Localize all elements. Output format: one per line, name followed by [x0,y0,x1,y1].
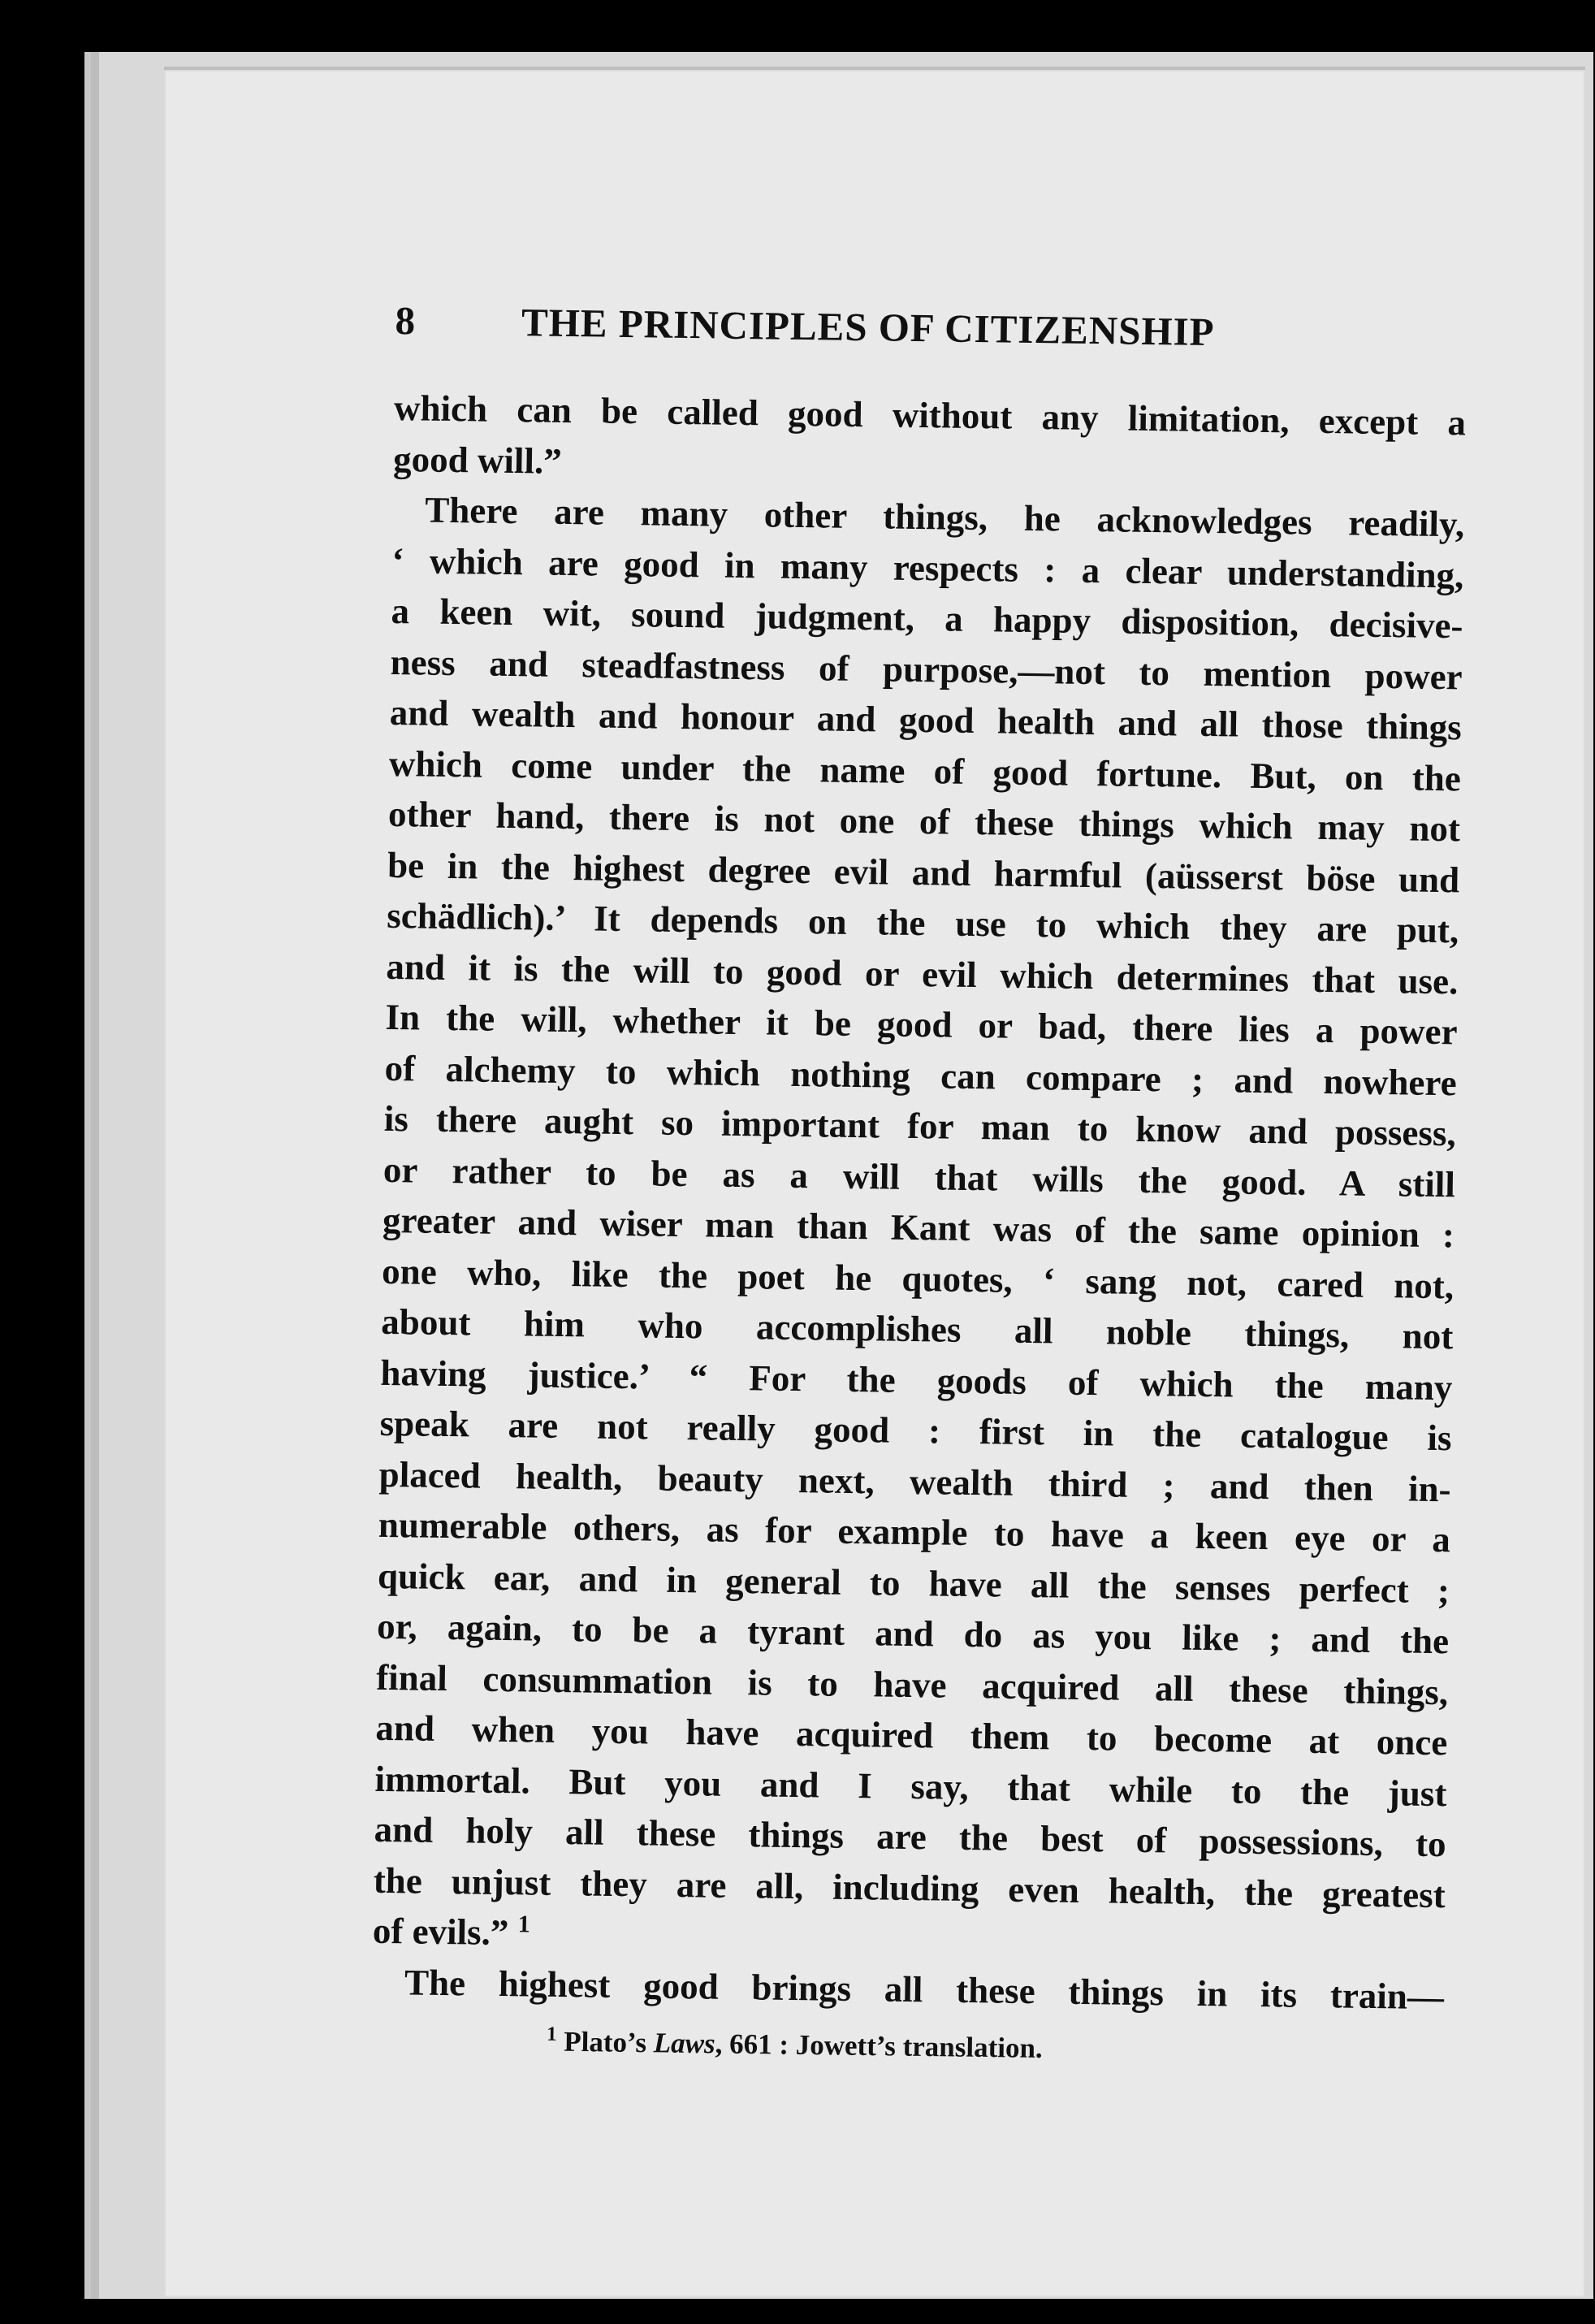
running-header [395,297,1467,387]
running-head-title: THE PRINCIPLES OF CITIZENSHIP [521,300,1215,355]
body-line: and it is the will to good or evil which determines that use. [386,946,1459,1002]
body-line: ness and steadfastness of purpose,—not to mention power [390,641,1463,697]
body-line: of alchemy to which nothing can compare ; and nowhere [384,1047,1457,1103]
body-line: or rather to be as a will that wills the good. A still [383,1149,1456,1205]
body-line: speak are not really good : first in the catalogue is [379,1402,1452,1459]
body-line: other hand, there is not one of these things which may not [387,793,1461,850]
body-line: and holy all these things are the best of possessions, to [374,1808,1446,1865]
footnote-marker: 1 [546,2023,557,2045]
body-line: good will.” [392,438,563,482]
body-line: be in the highest degree evil and harmful (aüsserst böse und [387,844,1460,900]
body-line: and when you have acquired them to become at once [375,1707,1448,1764]
body-line: a keen wit, sound judgment, a happy disposition, decisive- [391,590,1463,647]
body-line: quick ear, and in general to have all the senses perfect ; [377,1555,1450,1611]
scanned-book-page [164,67,1585,2297]
footnote-text-before: Plato’s [564,2025,647,2059]
page-number: 8 [395,297,417,344]
body-line: one who, like the poet he quotes, ‘ sang not, cared not, [381,1250,1455,1306]
body-line-text: of evils.” [372,1910,509,1954]
body-line: the unjust they are all, including even health, the greatest [373,1859,1446,1915]
body-line: numerable others, as for example to have a keen eye or a [378,1504,1451,1560]
footnote-reference: 1 [517,1911,531,1938]
footnote-text-after: , 661 : Jowett’s translation. [715,2028,1043,2064]
body-line: In the will, whether it be good or bad, there lies a power [385,996,1458,1053]
body-line: There are many other things, he acknowledges readily, [425,489,1465,545]
body-line: about him who accomplishes all noble things, not [381,1300,1454,1357]
footnote-work-title: Laws [653,2027,715,2060]
body-line: and wealth and honour and good health and all those things [389,691,1463,748]
body-line: The highest good brings all these things in its train— [404,1961,1445,2017]
body-line: immortal. But you and I say, that while to the just [374,1758,1447,1814]
body-line: having justice.’ “ For the goods of which the many [380,1352,1453,1408]
body-line: placed health, beauty next, wealth third ; and then in- [378,1453,1451,1509]
body-line: or, again, to be a tyrant and do as you like ; and the [376,1605,1450,1662]
body-line: which come under the name of good fortune. But, on the [388,742,1462,798]
body-line: ‘ which are good in many respects : a clear understanding, [391,539,1464,595]
body-line: final consummation is to have acquired all these things, [375,1656,1449,1712]
body-line: schädlich).’ It depends on the use to which they are put, [387,894,1459,951]
body-line: which can be called good without any limitation, except a [393,387,1467,444]
footnote [371,2014,1444,2073]
body-line: greater and wiser man than Kant was of the same opinion : [382,1199,1455,1256]
page-body-text [372,383,1467,2022]
body-line: is there aught so important for man to know and possess, [383,1097,1457,1154]
page-content [370,297,1467,2148]
